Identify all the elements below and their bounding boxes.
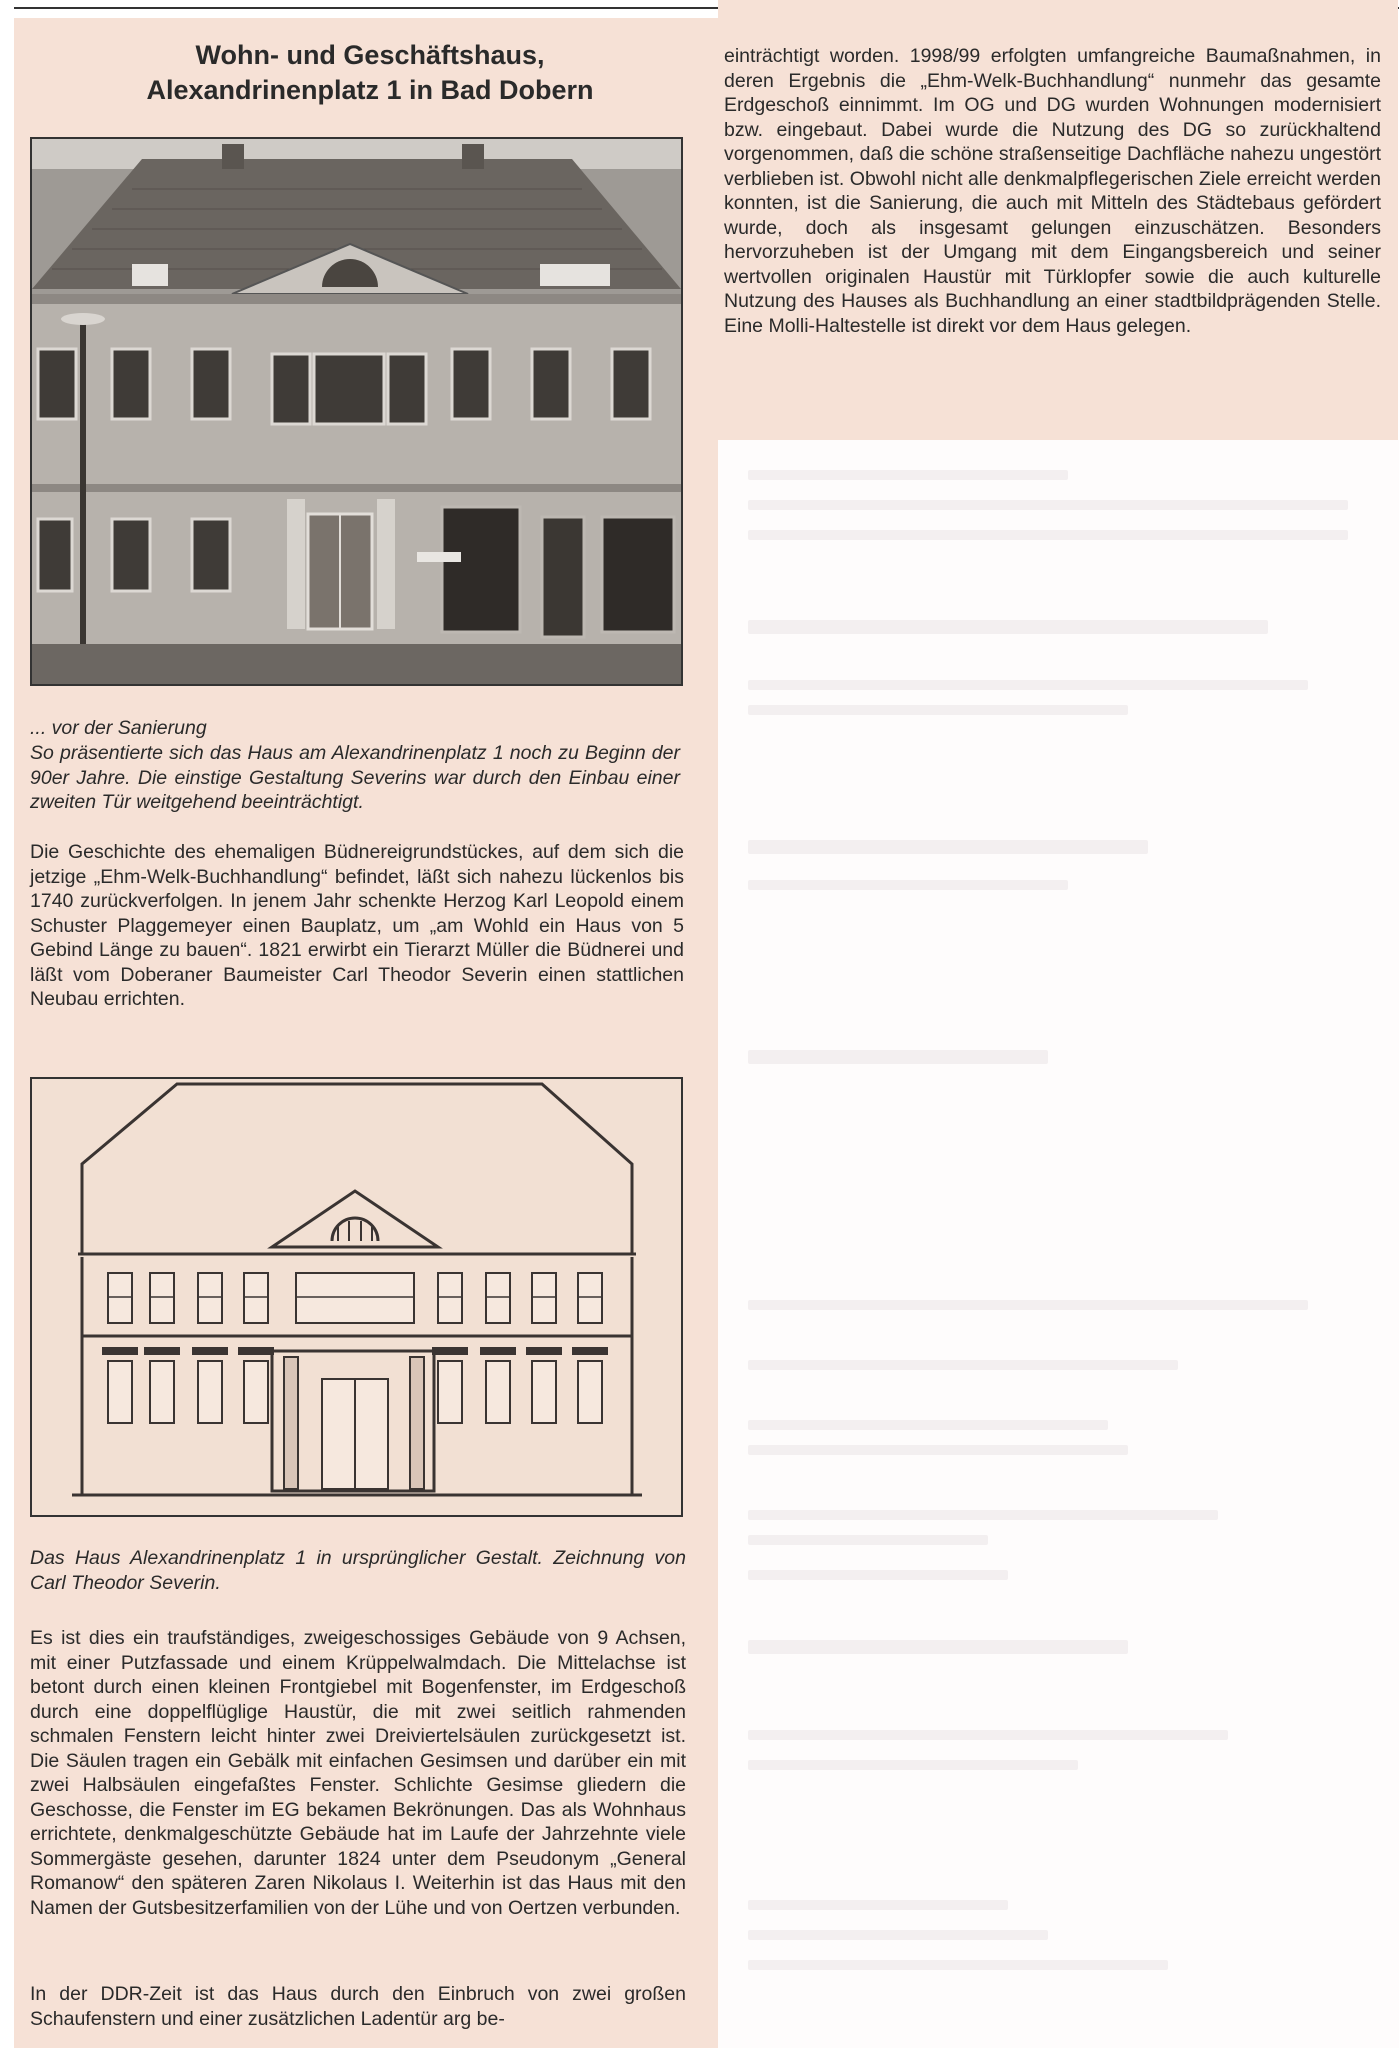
severin-drawing bbox=[30, 1077, 683, 1517]
photo-caption-lead: ... vor der Sanierung bbox=[30, 717, 207, 739]
paragraph-description: Es ist dies ein traufständiges, zweigeschossiges Gebäude von 9 Achsen, mit einer Putzfassade und einem Krüppelwalmdach. Die Mittelachse ist betont durch einen kleinen Frontgiebel mit Bogenfenster, im Erdgeschoß durch eine doppelflüglige Haustür, die mit zwei seitlich rahmenden schmalen Fenstern leicht hinter zwei Dreiviertelsäulen zurückgesetzt ist. Die Säulen tragen ein Gebälk mit einfachen Gesimsen und darüber ein mit zwei Halbsäulen eingefaßtes Fenster. Schlichte Gesimse gliedern die Geschosse, die Fenster im EG bekamen Bekrönungen. Das als Wohnhaus errichtete, denkmalgeschützte Gebäude hat im Laufe der Jahrzehnte viele Sommergäste gesehen, darunter 1824 unter dem Pseudonym „General Romanow“ den späteren Zaren Nikolaus I. Weiterhin ist das Haus mit den Namen der Gutsbesitzerfamilien von der Lühe und von Oertzen verbunden. bbox=[30, 1627, 686, 1919]
paragraph-ddr: In der DDR-Zeit ist das Haus durch den Einbruch von zwei großen Schaufenstern und einer zusätzlichen Ladentür arg be- bbox=[30, 1983, 686, 2030]
bleed-through-area bbox=[718, 440, 1399, 2048]
title-line-2: Alexandrinenplatz 1 in Bad Dobern bbox=[146, 75, 594, 105]
paragraph-history: Die Geschichte des ehemaligen Büdnereigrundstückes, auf dem sich die jetzige „Ehm-Welk-Buchhandlung“ befindet, läßt sich nahezu lückenlos bis 1740 zurückverfolgen. In jenem Jahr schenkte Herzog Karl Leopold einem Schuster Plaggemeyer einen Bauplatz, um „am Wohld ein Haus von 5 Gebind Länge zu bauen“. 1821 erwirbt ein Tierarzt Müller die Büdnerei und läßt vom Doberaner Baumeister Carl Theodor Severin einen stattlichen Neubau errichten. bbox=[30, 841, 684, 1010]
photo-caption: So präsentierte sich das Haus am Alexandrinenplatz 1 noch zu Beginn der 90er Jahre. Die einstige Gestaltung Severins war durch den Einbau einer zweiten Tür weitgehend beeinträchtigt. bbox=[30, 742, 680, 813]
drawing-caption: Das Haus Alexandrinenplatz 1 in ursprünglicher Gestalt. Zeichnung von Carl Theodor Severin. bbox=[30, 1547, 686, 1594]
title-line-1: Wohn- und Geschäftshaus, bbox=[195, 40, 545, 70]
paragraph-continued: einträchtigt worden. 1998/99 erfolgten umfangreiche Baumaßnahmen, in deren Ergebnis die „Ehm-Welk-Buchhandlung“ nunmehr das gesamte Erdgeschoß einnimmt. Im OG und DG wurden Wohnungen modernisiert bzw. eingebaut. Dabei wurde die Nutzung des DG so zurückhaltend vorgenommen, daß die schöne straßenseitige Dachfläche nahezu ungestört verblieben ist. Obwohl nicht alle denkmalpflegerischen Ziele erreicht werden konnten, ist die Sanierung, die auch mit Mitteln des Städtebaus gefördert wurde, doch als insgesamt gelungen einzuschätzen. Besonders hervorzuheben ist der Umgang mit dem Eingangsbereich und seiner wertvollen originalen Haustür mit Türklopfer sowie die auch kulturelle Nutzung des Hauses als Buchhandlung an einer stadtbildprägenden Stelle. Eine Molli-Haltestelle ist direkt vor dem Haus gelegen. bbox=[724, 45, 1381, 337]
article-title bbox=[40, 38, 700, 108]
building-photo bbox=[30, 137, 683, 686]
